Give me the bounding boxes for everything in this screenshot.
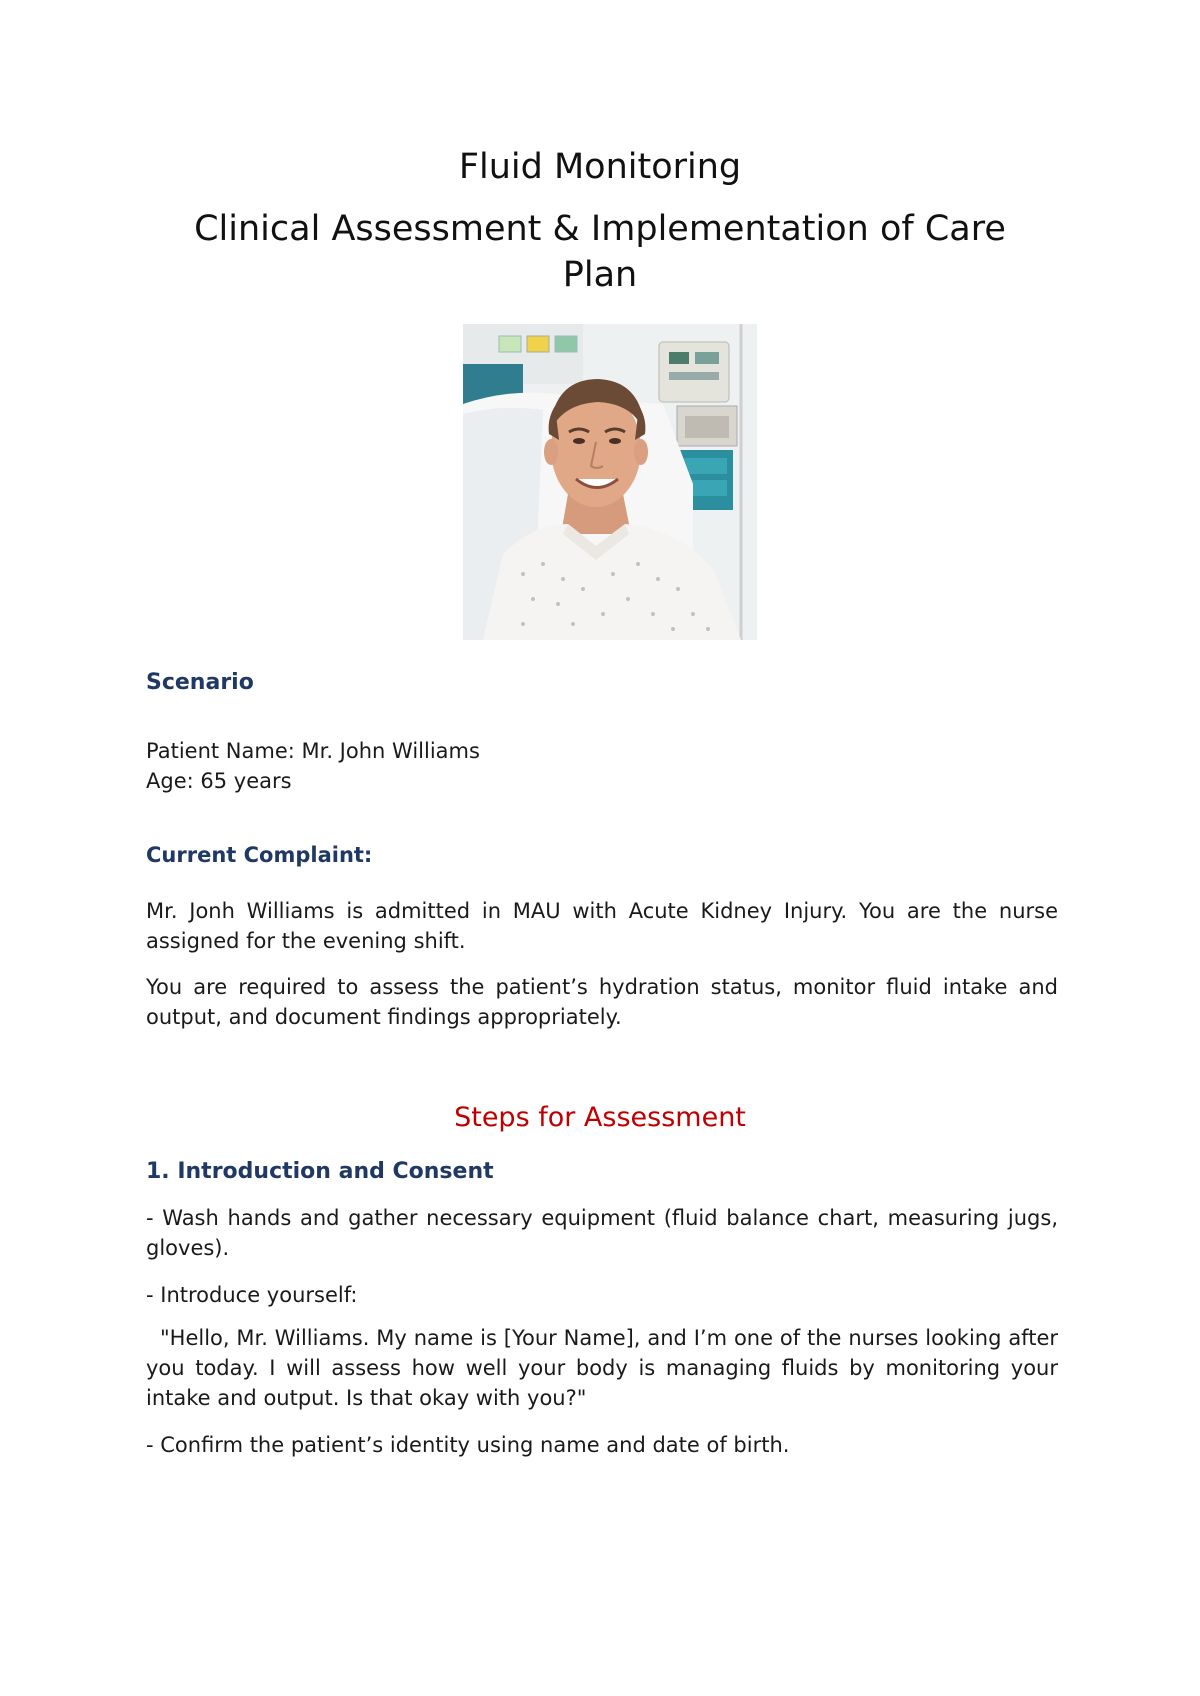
step-1-quote: "Hello, Mr. Williams. My name is [Your Name], and I’m one of the nurses looking after you today. I will assess how well your body is managing fluids by monitoring your intake and output. Is that okay with you?"	[146, 1326, 1058, 1410]
complaint-paragraph-2: You are required to assess the patient’s hydration status, monitor fluid intake and output, and document findings appropriately.	[146, 975, 1058, 1029]
step-1-item-confirm-identity: - Confirm the patient’s identity using name and date of birth.	[146, 1433, 790, 1457]
document-title: Fluid Monitoring	[458, 147, 742, 187]
steps-title: Steps for Assessment	[454, 1102, 746, 1133]
complaint-paragraph-1: Mr. Jonh Williams is admitted in MAU with Acute Kidney Injury. You are the nurse assigned for the evening shift.	[146, 899, 1058, 953]
complaint-heading: Current Complaint:	[146, 843, 373, 867]
scenario-heading: Scenario	[146, 670, 254, 695]
patient-photo-illustration	[463, 324, 757, 640]
patient-photo	[463, 324, 757, 640]
step-1-item-introduce: - Introduce yourself:	[146, 1283, 358, 1307]
step-1-heading: 1. Introduction and Consent	[146, 1159, 494, 1184]
document-subtitle: Clinical Assessment & Implementation of Care Plan	[194, 209, 1006, 295]
step-1-item-wash-hands: - Wash hands and gather necessary equipment (fluid balance chart, measuring jugs, gloves).	[146, 1206, 1058, 1260]
patient-name: Patient Name: Mr. John Williams	[146, 739, 480, 763]
patient-age: Age: 65 years	[146, 769, 292, 793]
